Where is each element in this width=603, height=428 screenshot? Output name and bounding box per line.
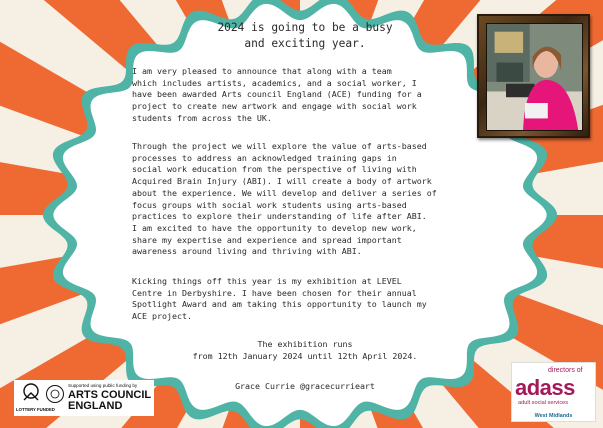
signature: Grace Currie @gracecurrieart [235, 381, 375, 391]
ace-name: ARTS COUNCIL ENGLAND [68, 389, 152, 412]
paragraph-announcement: I am very pleased to announce that along with a team which includes artists, academics, and a social worker, I have been awarded Arts council England (ACE) funding for a project to create new artwork and engage with social work students from across the UK. [132, 66, 422, 123]
adass-wordmark: adass [515, 375, 575, 400]
lottery-hands-icon [18, 382, 44, 406]
ace-supported-text: Supported using public funding by [68, 383, 138, 388]
artist-photo [486, 23, 583, 131]
adass-region: West Midlands [534, 413, 573, 419]
heading: 2024 is going to be a busy and exciting year. [217, 21, 393, 50]
paragraph-project: Through the project we will explore the value of arts-based processes to address an acknowledged training gaps in social work education from the perspective of living with Acquired Brain Injury (ABI). I will create a body of artwork about the experience. We will develop and deliver a series of focus groups with social work students using arts-based practices to explore their understanding of life after ABI. I am excited to have the opportunity to develop new work, share my expertise and experience and spread important awareness around living and thriving with ABI. [132, 141, 437, 257]
adass-logo [511, 362, 596, 422]
adass-subtitle: adult social services [518, 400, 569, 406]
paragraph-exhibition: Kicking things off this year is my exhibition at LEVEL Centre in Derbyshire. I have been chosen for their annual Spotlight Award and am taking this opportunity to launch my ACE project. [132, 276, 427, 322]
exhibition-dates: The exhibition runs from 12th January 2024 until 12th April 2024. [192, 339, 418, 361]
lottery-funded-text: LOTTERY FUNDED [16, 407, 55, 412]
portrait-frame [477, 14, 590, 138]
adass-directors-text: directors of [548, 367, 583, 374]
arts-council-circle-icon [45, 384, 65, 404]
arts-council-logo [14, 380, 154, 416]
